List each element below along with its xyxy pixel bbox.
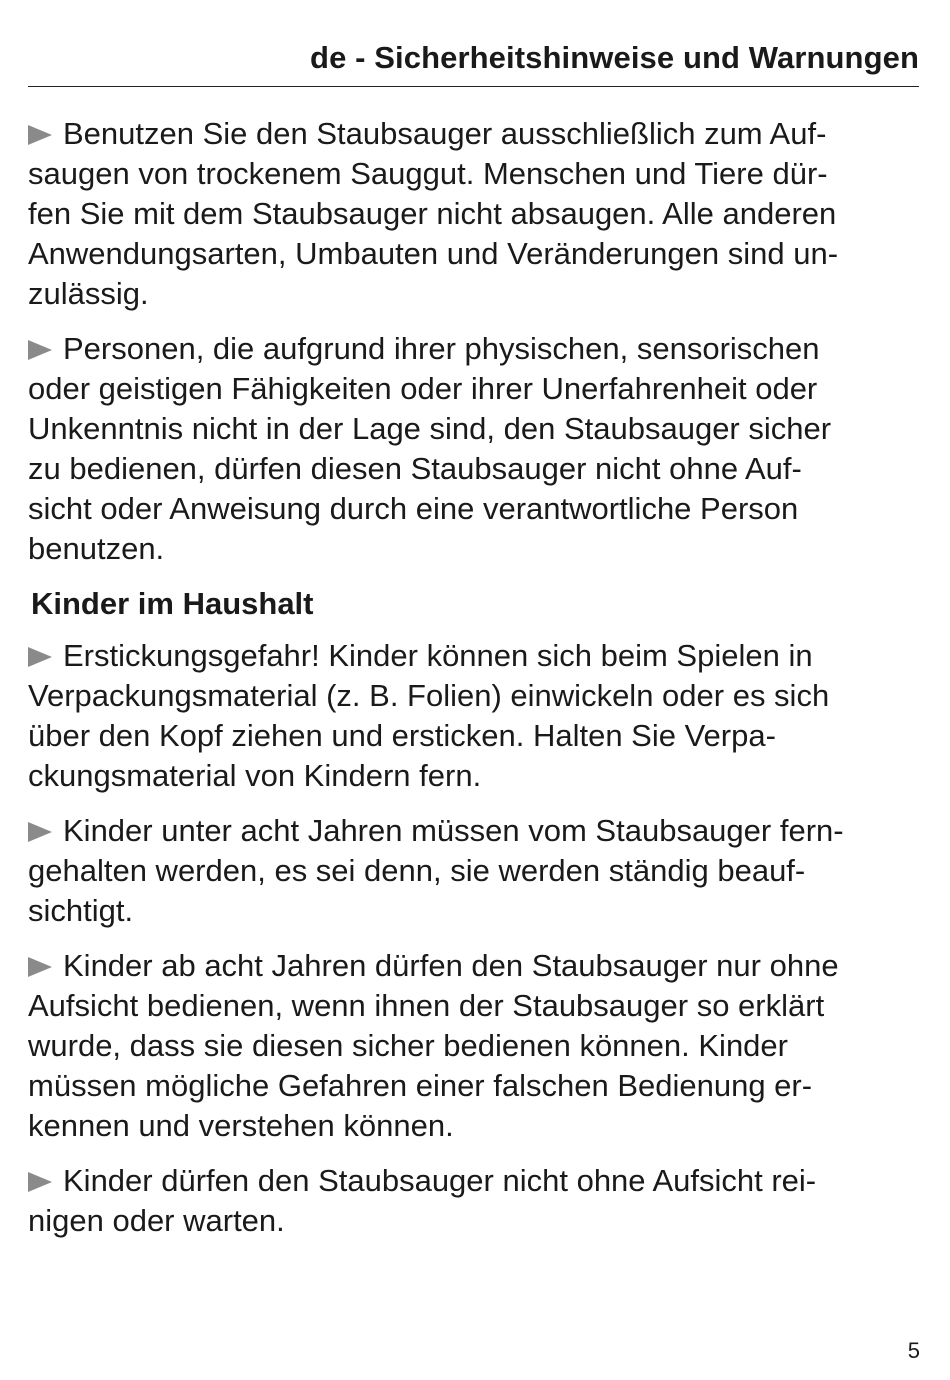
triangle-bullet-icon — [28, 957, 52, 977]
paragraph-line: sichtigt. — [28, 893, 134, 928]
paragraph-line: Personen, die aufgrund ihrer physischen, sensorischen — [28, 329, 918, 369]
paragraph-line: gehalten werden, es sei denn, sie werden ständig beauf- — [28, 853, 806, 888]
paragraph-line: fen Sie mit dem Staubsauger nicht absaugen. Alle anderen — [28, 196, 837, 231]
paragraph-line: zu bedienen, dürfen diesen Staubsauger nicht ohne Auf- — [28, 451, 802, 486]
paragraph-line: Kinder unter acht Jahren müssen vom Staubsauger fern- — [28, 811, 918, 851]
paragraph-line: Kinder ab acht Jahren dürfen den Staubsauger nur ohne — [28, 946, 918, 986]
triangle-bullet-icon — [28, 125, 52, 145]
section-heading: Kinder im Haushalt — [31, 586, 314, 621]
paragraph-line: Verpackungsmaterial (z. B. Folien) einwickeln oder es sich — [28, 678, 830, 713]
triangle-bullet-icon — [28, 340, 52, 360]
safety-paragraph — [28, 946, 918, 1146]
safety-paragraph — [28, 636, 918, 796]
safety-paragraph — [28, 811, 918, 931]
paragraph-line: nigen oder warten. — [28, 1203, 285, 1238]
page-number: 5 — [907, 1338, 920, 1363]
paragraph-line: Unkenntnis nicht in der Lage sind, den Staubsauger sicher — [28, 411, 832, 446]
paragraph-line: müssen mögliche Gefahren einer falschen Bedienung er- — [28, 1068, 813, 1103]
page-header — [28, 38, 919, 87]
paragraph-line: zulässig. — [28, 276, 149, 311]
paragraph-line: benutzen. — [28, 531, 165, 566]
triangle-bullet-icon — [28, 822, 52, 842]
paragraph-line: Aufsicht bedienen, wenn ihnen der Staubsauger so erklärt — [28, 988, 825, 1023]
paragraph-line: ckungsmaterial von Kindern fern. — [28, 758, 482, 793]
paragraph-line: über den Kopf ziehen und ersticken. Halten Sie Verpa- — [28, 718, 776, 753]
header-title: de - Sicherheitshinweise und Warnungen — [310, 40, 919, 75]
paragraph-line: Kinder dürfen den Staubsauger nicht ohne Aufsicht rei- — [28, 1161, 918, 1201]
paragraph-line: Erstickungsgefahr! Kinder können sich beim Spielen in — [28, 636, 918, 676]
triangle-bullet-icon — [28, 647, 52, 667]
safety-paragraph — [28, 329, 918, 569]
paragraph-line: oder geistigen Fähigkeiten oder ihrer Unerfahrenheit oder — [28, 371, 818, 406]
safety-paragraph — [28, 114, 918, 314]
triangle-bullet-icon — [28, 1172, 52, 1192]
paragraph-line: saugen von trockenem Sauggut. Menschen und Tiere dür- — [28, 156, 828, 191]
safety-paragraph — [28, 1161, 918, 1241]
paragraph-line: kennen und verstehen können. — [28, 1108, 454, 1143]
page-content — [28, 114, 918, 1256]
paragraph-line: sicht oder Anweisung durch eine verantwortliche Person — [28, 491, 799, 526]
paragraph-line: Anwendungsarten, Umbauten und Veränderungen sind un- — [28, 236, 839, 271]
paragraph-line: Benutzen Sie den Staubsauger ausschließlich zum Auf- — [28, 114, 918, 154]
paragraph-line: wurde, dass sie diesen sicher bedienen können. Kinder — [28, 1028, 788, 1063]
